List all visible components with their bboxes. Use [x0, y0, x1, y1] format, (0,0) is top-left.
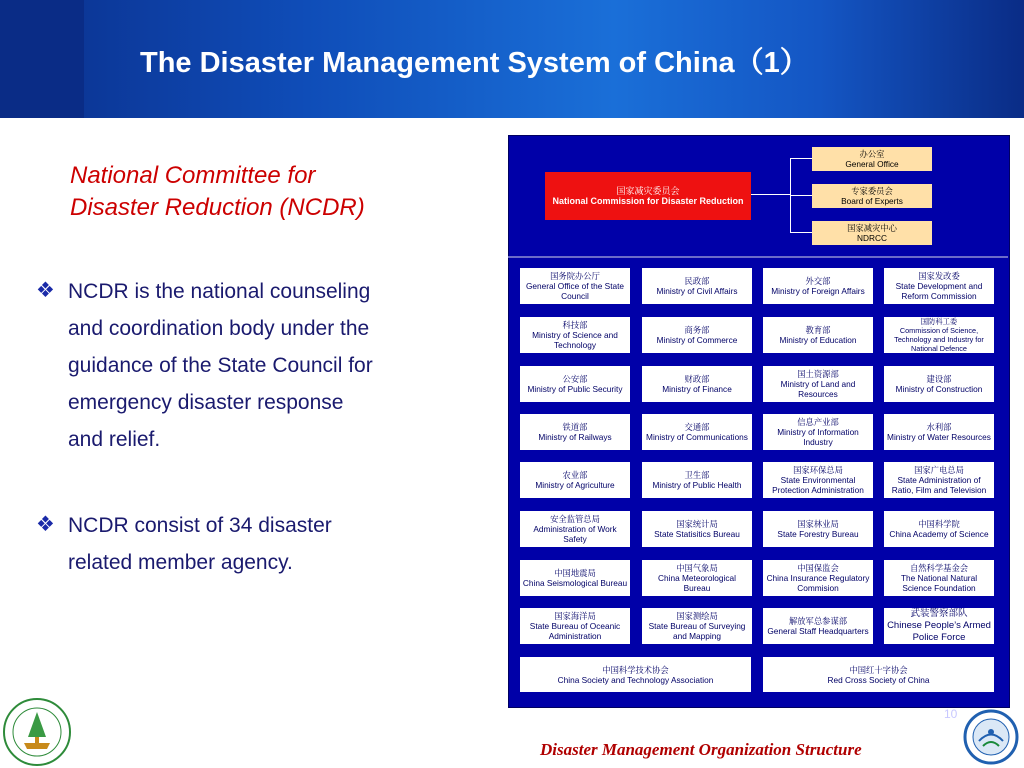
agency-name-en: Ministry of Land and Resources	[780, 379, 856, 399]
slide-title: The Disaster Management System of China（1）	[140, 47, 809, 79]
agency-name-en: State Development and Reform Commission	[895, 281, 983, 301]
agency-name-zh: 建设部	[926, 374, 952, 384]
agency-name-en: The National Natural Science Foundation	[900, 573, 978, 593]
member-agency-box	[763, 268, 873, 304]
connector-line	[751, 194, 791, 195]
agency-name-en: China Academy of Science	[889, 529, 989, 539]
agency-name-zh: 中国保监会	[797, 563, 839, 573]
member-agency-box	[642, 414, 752, 450]
agency-name-zh: 国家统计局	[676, 519, 718, 529]
agency-name-en: State Administration of Ratio, Film and Television	[891, 475, 987, 495]
agency-name-zh: 铁道部	[562, 422, 588, 432]
agency-name-zh: 国家海洋局	[554, 611, 596, 621]
bullet-line: related member agency.	[68, 551, 293, 574]
agency-name-en: National Commission for Disaster Reduction	[552, 196, 744, 206]
member-agency-box	[520, 317, 630, 353]
member-agency-box	[884, 268, 994, 304]
agency-name-en: China Meteorological Bureau	[658, 573, 736, 593]
member-agency-box	[642, 317, 752, 353]
member-agency-box	[884, 317, 994, 353]
agency-name-zh: 国土资源部	[797, 369, 839, 379]
member-agency-box	[520, 268, 630, 304]
agency-name-zh: 中国地震局	[554, 568, 596, 578]
agency-name-en: State Forestry Bureau	[777, 529, 859, 539]
agency-name-zh: 公安部	[562, 374, 588, 384]
member-agency-box	[763, 317, 873, 353]
ndrcc-logo	[963, 708, 1019, 766]
agency-name-en: General Office of the State Council	[525, 281, 625, 301]
member-agency-box	[520, 657, 751, 692]
member-agency-box	[520, 608, 630, 644]
agency-name-zh: 交通部	[684, 422, 710, 432]
agency-name-zh: 信息产业部	[797, 417, 839, 427]
agency-name-en: Ministry of Foreign Affairs	[771, 286, 865, 296]
member-agency-box	[642, 268, 752, 304]
agency-name-en: State Environmental Protection Administration	[772, 475, 864, 495]
member-agency-box	[763, 511, 873, 547]
agency-name-en: Administration of Work Safety	[533, 524, 617, 544]
agency-name-zh: 国家环保总局	[793, 465, 843, 475]
agency-name-en: Ministry of Railways	[538, 432, 612, 442]
connector-line	[790, 232, 812, 233]
agency-name-zh: 中国科学技术协会	[602, 664, 669, 675]
agency-name-zh: 安全监管总局	[550, 514, 600, 524]
member-agency-box	[763, 657, 994, 692]
title-bar-left-block	[0, 0, 84, 118]
agency-name-en: China Insurance Regulatory Commision	[766, 573, 870, 593]
agency-name-en: Chinese People’s Armed Police Force	[887, 620, 991, 643]
agency-name-zh: 自然科学基金会	[909, 563, 969, 573]
bullet-line: and coordination body under the	[68, 317, 370, 340]
slide-subtitle	[70, 160, 365, 224]
agency-name-en: Ministry of Science and Technology	[532, 330, 618, 350]
diamond-bullet-icon: ❖	[36, 279, 55, 302]
agency-name-zh: 专家委员会	[851, 186, 893, 196]
agency-name-zh: 中国红十字协会	[849, 664, 908, 675]
agency-name-en: Ministry of Water Resources	[887, 432, 991, 442]
bullet-line: emergency disaster response	[68, 391, 344, 414]
connector-line	[790, 158, 812, 159]
agency-name-zh: 国务院办公厅	[550, 271, 600, 281]
member-agency-box	[520, 560, 630, 596]
support-unit-box	[812, 221, 932, 245]
agency-name-zh: 国家广电总局	[914, 465, 964, 475]
agency-name-en: NDRCC	[857, 233, 887, 243]
member-agency-box	[763, 462, 873, 498]
member-agency-box	[642, 608, 752, 644]
member-agency-box	[520, 511, 630, 547]
agency-name-en: General Staff Headquarters	[767, 626, 869, 636]
bullet-text	[68, 273, 458, 458]
agency-name-zh: 农业部	[562, 470, 588, 480]
footer-caption: Disaster Management Organization Structure	[540, 740, 862, 759]
member-agency-box	[884, 462, 994, 498]
agency-name-zh: 国家减灾中心	[847, 223, 897, 233]
agency-name-zh: 教育部	[805, 325, 831, 335]
agency-name-en: State Bureau of Surveying and Mapping	[648, 621, 746, 641]
member-agency-box	[884, 366, 994, 402]
bullet-text	[68, 507, 458, 581]
agency-name-en: Ministry of Public Health	[652, 480, 742, 490]
agency-name-zh: 国防科工委	[920, 317, 958, 326]
agency-name-zh: 办公室	[859, 149, 885, 159]
agency-name-zh: 水利部	[926, 422, 952, 432]
agency-name-en: Ministry of Commerce	[656, 335, 738, 345]
agency-name-zh: 科技部	[562, 320, 588, 330]
member-agency-box	[520, 366, 630, 402]
agency-name-en: Ministry of Public Security	[527, 384, 623, 394]
member-agency-box	[642, 511, 752, 547]
agency-name-zh: 国家发改委	[918, 271, 960, 281]
agency-name-en: Ministry of Communications	[646, 432, 748, 442]
member-agency-box	[642, 560, 752, 596]
diamond-bullet-icon: ❖	[36, 513, 55, 536]
member-agency-box	[884, 414, 994, 450]
subtitle-line: Disaster Reduction (NCDR)	[70, 194, 365, 221]
member-agency-box	[763, 414, 873, 450]
agency-name-en: China Seismological Bureau	[522, 578, 628, 588]
agency-name-en: Board of Experts	[841, 196, 903, 206]
member-agency-box	[763, 366, 873, 402]
bullet-line: NCDR is the national counseling	[68, 280, 371, 303]
agency-name-zh: 商务部	[684, 325, 710, 335]
ncdr-logo	[2, 697, 72, 767]
agency-name-en: Ministry of Civil Affairs	[656, 286, 738, 296]
agency-name-en: General Office	[845, 159, 899, 169]
agency-name-zh: 财政部	[684, 374, 710, 384]
subtitle-line: National Committee for	[70, 162, 316, 189]
agency-name-zh: 中国科学院	[918, 519, 960, 529]
agency-name-zh: 解放军总参谋部	[788, 616, 848, 626]
member-agency-box	[520, 462, 630, 498]
member-agency-box	[642, 366, 752, 402]
agency-name-en: Ministry of Finance	[662, 384, 732, 394]
agency-name-zh: 卫生部	[684, 470, 710, 480]
bullet-line: and relief.	[68, 428, 161, 451]
member-agency-box	[763, 560, 873, 596]
agency-name-zh: 民政部	[684, 276, 710, 286]
bullet-line: NCDR consist of 34 disaster	[68, 514, 332, 537]
member-agency-box	[763, 608, 873, 644]
agency-name-en: Ministry of Education	[779, 335, 857, 345]
member-agency-box	[884, 608, 994, 644]
agency-name-zh: 国家测绘局	[676, 611, 718, 621]
support-unit-box	[812, 147, 932, 171]
connector-line	[790, 195, 812, 196]
agency-name-zh: 国家减灾委员会	[616, 186, 680, 196]
agency-name-zh: 武装警察部队	[910, 608, 968, 619]
agency-name-en: State Bureau of Oceanic Administration	[529, 621, 621, 641]
member-agency-box	[884, 560, 994, 596]
bullet-line: guidance of the State Council for	[68, 354, 373, 377]
support-unit-box	[812, 184, 932, 208]
agency-name-zh: 国家林业局	[797, 519, 839, 529]
agency-name-en: Ministry of Construction	[895, 384, 983, 394]
agency-name-zh: 外交部	[805, 276, 831, 286]
agency-name-en: Ministry of Agriculture	[535, 480, 615, 490]
org-chart-divider	[508, 256, 1008, 258]
agency-name-en: Ministry of Information Industry	[777, 427, 859, 447]
agency-name-en: Red Cross Society of China	[827, 674, 930, 685]
agency-name-zh: 中国气象局	[676, 563, 718, 573]
member-agency-box	[520, 414, 630, 450]
member-agency-box	[642, 462, 752, 498]
agency-name-en: China Society and Technology Association	[557, 674, 714, 685]
agency-name-en: Commission of Science, Technology and Industry for National Defence	[894, 326, 984, 353]
page-number: 10	[944, 707, 958, 721]
member-agency-box	[884, 511, 994, 547]
commission-box	[545, 172, 751, 220]
agency-name-en: State Statisitics Bureau	[654, 529, 740, 539]
